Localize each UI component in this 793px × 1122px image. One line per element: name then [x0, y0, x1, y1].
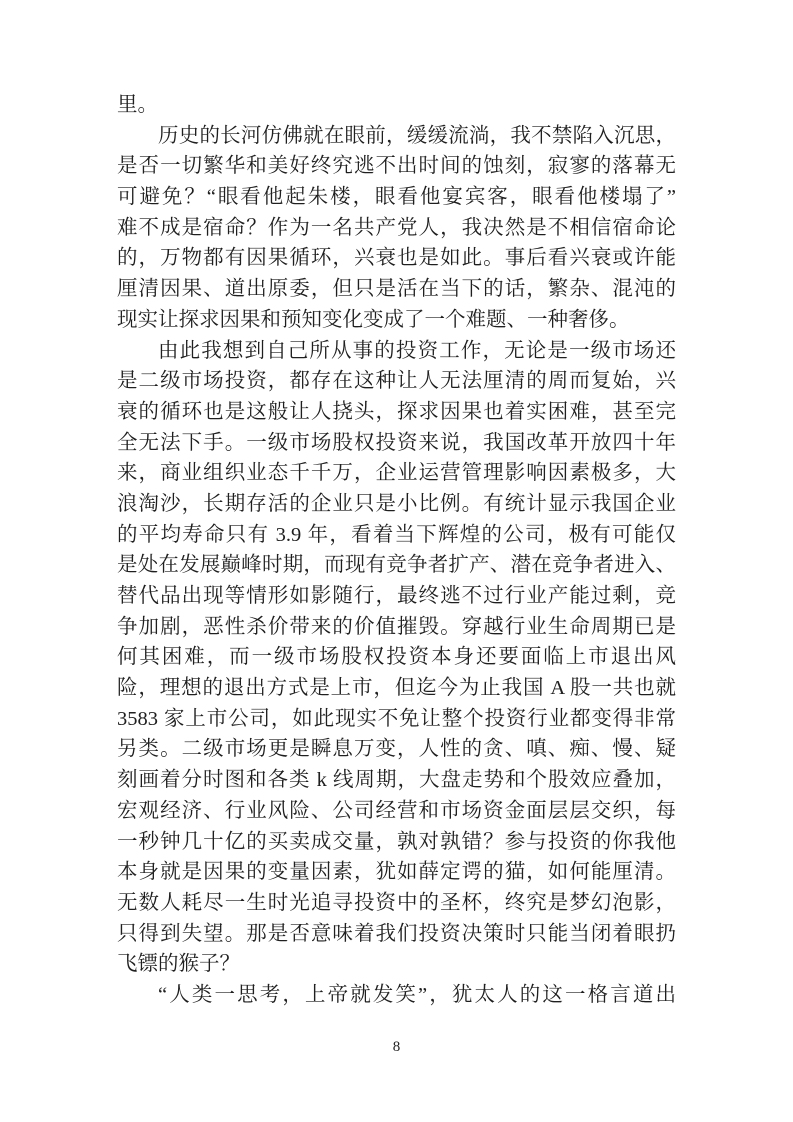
text-line: “人类一思考，上帝就发笑”，犹太人的这一格言道出	[158, 983, 676, 1006]
text-line: 3583 家上市公司，如此现实不免让整个投资行业都变得非常	[117, 707, 676, 730]
text-line: 一秒钟几十亿的买卖成交量，孰对孰错？参与投资的你我他	[117, 830, 676, 853]
text-line: 替代品出现等情形如影随行，最终逃不过行业产能过剩，竞	[117, 585, 676, 607]
text-line: 里。	[117, 94, 158, 116]
text-line: 浪淘沙，长期存活的企业只是小比例。有统计显示我国企业	[117, 492, 676, 515]
text-line: 历史的长河仿佛就在眼前，缓缓流淌，我不禁陷入沉思，	[158, 124, 676, 147]
text-line: 刻画着分时图和各类 k 线周期，大盘走势和个股效应叠加，	[117, 769, 676, 792]
text-line: 是处在发展巅峰时期，而现有竞争者扩产、潜在竞争者进入、	[117, 554, 676, 577]
text-line: 难不成是宿命？作为一名共产党人，我决然是不相信宿命论	[117, 216, 676, 239]
text-line: 争加剧，恶性杀价带来的价值摧毁。穿越行业生命周期已是	[117, 615, 676, 638]
text-line: 全无法下手。一级市场股权投资来说，我国改革开放四十年	[117, 431, 676, 454]
text-line: 是二级市场投资，都存在这种让人无法厘清的周而复始，兴	[117, 370, 676, 393]
text-line: 厘清因果、道出原委，但只是活在当下的话，繁杂、混沌的	[117, 278, 676, 301]
text-line: 何其困难，而一级市场股权投资本身还要面临上市退出风	[117, 646, 676, 669]
text-line: 飞镖的猴子？	[117, 953, 240, 976]
text-line: 由此我想到自己所从事的投资工作，无论是一级市场还	[158, 339, 676, 362]
text-line: 是否一切繁华和美好终究逃不出时间的蚀刻，寂寥的落幕无	[117, 155, 676, 178]
body-text	[117, 90, 676, 1011]
text-line: 另类。二级市场更是瞬息万变，人性的贪、嗔、痴、慢、疑	[117, 738, 676, 761]
page-number: 8	[392, 1039, 401, 1055]
text-line: 无数人耗尽一生时光追寻投资中的圣杯，终究是梦幻泡影，	[117, 891, 676, 914]
text-line: 险，理想的退出方式是上市，但迄今为止我国 A 股一共也就	[117, 677, 676, 700]
text-line: 本身就是因果的变量因素，犹如薛定谔的猫，如何能厘清。	[117, 861, 676, 884]
text-line: 宏观经济、行业风险、公司经营和市场资金面层层交织，每	[117, 799, 676, 822]
text-line: 衰的循环也是这般让人挠头，探求因果也着实困难，甚至完	[117, 400, 676, 423]
text-line: 可避免？“眼看他起朱楼，眼看他宴宾客，眼看他楼塌了”	[117, 186, 676, 209]
text-line: 的平均寿命只有 3.9 年，看着当下辉煌的公司，极有可能仅	[117, 523, 676, 546]
text-line: 只得到失望。那是否意味着我们投资决策时只能当闭着眼扔	[117, 922, 676, 945]
text-line: 的，万物都有因果循环，兴衰也是如此。事后看兴衰或许能	[117, 247, 676, 270]
text-line: 现实让探求因果和预知变化变成了一个难题、一种奢侈。	[117, 308, 630, 331]
text-line: 来，商业组织业态千千万，企业运营管理影响因素极多，大	[117, 462, 676, 485]
